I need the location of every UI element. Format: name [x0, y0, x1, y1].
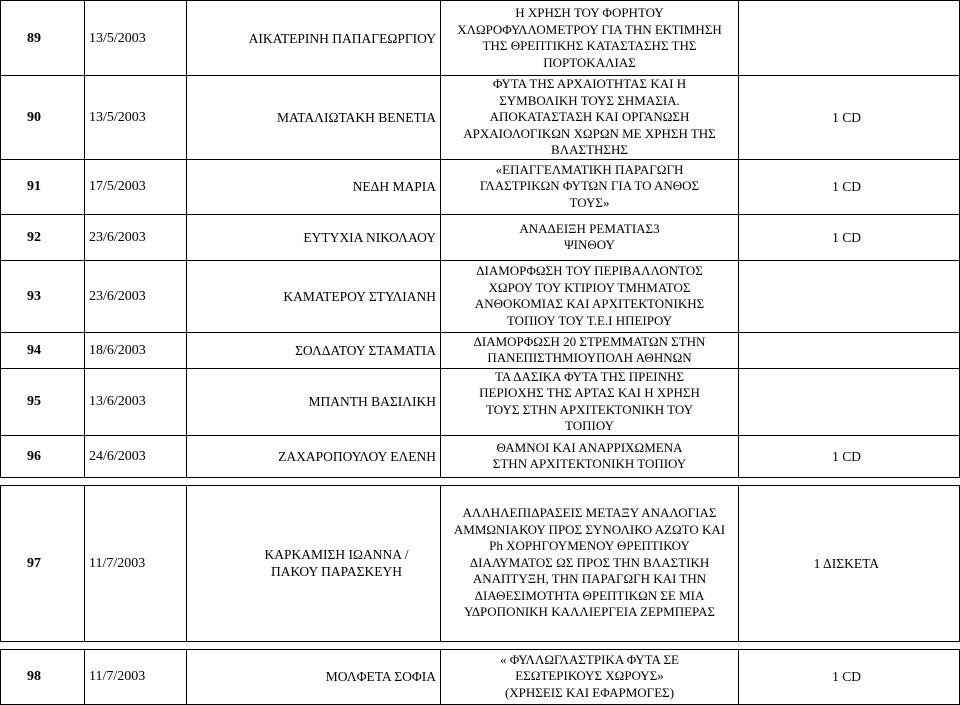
title-text: ΤΑ ΔΑΣΙΚΑ ΦΥΤΑ ΤΗΣ ΠΡΕΙΝΗΣ ΠΕΡΙΟΧΗΣ ΤΗΣ ΑΡΤΑΣ ΚΑΙ Η ΧΡΗΣΗ ΤΟΥΣ ΣΤΗΝ ΑΡΧΙΤΕΚΤΟΝΙΚΗ ΤΟΥ ΤΟΠΙΟΥ — [479, 368, 700, 433]
row-number: 95 — [1, 368, 85, 435]
row-thesis-title — [441, 260, 739, 332]
row-media — [739, 1, 960, 76]
title-text: ΔΙΑΜΟΡΦΩΣΗ 20 ΣΤΡΕΜΜΑΤΩΝ ΣΤΗΝ ΠΑΝΕΠΙΣΤΗΜΙΟΥΠΟΛΗ ΑΘΗΝΩΝ — [473, 333, 706, 365]
row-number: 97 — [1, 485, 85, 641]
row-thesis-title — [441, 435, 739, 477]
table-row — [1, 332, 960, 368]
row-media: 1 CD — [739, 76, 960, 160]
row-student-name — [187, 485, 441, 641]
table-row — [1, 214, 960, 260]
row-number: 94 — [1, 332, 85, 368]
table-spacer-row — [1, 477, 960, 485]
row-thesis-title — [441, 368, 739, 435]
row-media: 1 CD — [739, 649, 960, 704]
row-student-name: ΖΑΧΑΡΟΠΟΥΛΟΥ ΕΛΕΝΗ — [187, 435, 441, 477]
row-student-name: ΣΟΛΔΑΤΟΥ ΣΤΑΜΑΤΙΑ — [187, 332, 441, 368]
title-text: ΑΛΛΗΛΕΠΙΔΡΑΣΕΙΣ ΜΕΤΑΞΥ ΑΝΑΛΟΓΙΑΣ ΑΜΜΩΝΙΑΚΟΥ ΠΡΟΣ ΣΥΝΟΛΙΚΟ ΑΖΩΤΟ ΚΑΙ Ph ΧΟΡΗΓΟΥΜΕΝΟΥ ΘΡΕΠΤΙΚΟΥ ΔΙΑΛΥΜΑΤΟΣ ΩΣ ΠΡΟΣ ΤΗΝ ΒΛΑΣΤΙΚΗ ΑΝΑΠΤΥΞΗ, ΤΗΝ ΠΑΡΑΓΩΓΗ ΚΑΙ ΤΗΝ ΔΙΑΘΕΣΙΜΟΤΗΤΑ ΘΡΕΠΤΙΚΩΝ ΣΕ ΜΙΑ ΥΔΡΟΠΟΝΙΚΗ ΚΑΛΛΙΕΡΓΕΙΑ ΖΕΡΜΠΕΡΑΣ — [453, 505, 726, 620]
row-thesis-title — [441, 159, 739, 214]
row-thesis-title — [441, 332, 739, 368]
title-text: ΔΙΑΜΟΡΦΩΣΗ ΤΟΥ ΠΕΡΙΒΑΛΛΟΝΤΟΣ ΧΩΡΟΥ ΤΟΥ ΚΤΙΡΙΟΥ ΤΜΗΜΑΤΟΣ ΑΝΘΟΚΟΜΙΑΣ ΚΑΙ ΑΡΧΙΤΕΚΤΟΝΙΚΗΣ ΤΟΠΙΟΥ ΤΟΥ Τ.Ε.Ι ΗΠΕΙΡΟΥ — [474, 263, 705, 328]
row-date: 17/5/2003 — [85, 159, 187, 214]
row-thesis-title — [441, 214, 739, 260]
row-number: 98 — [1, 649, 85, 704]
row-date: 23/6/2003 — [85, 260, 187, 332]
row-number: 89 — [1, 1, 85, 76]
table-spacer-row — [1, 641, 960, 649]
title-text: Η ΧΡΗΣΗ ΤΟΥ ΦΟΡΗΤΟΥ ΧΛΩΡΟΦΥΛΛΟΜΕΤΡΟΥ ΓΙΑ ΤΗΝ ΕΚΤΙΜΗΣΗ ΤΗΣ ΘΡΕΠΤΙΚΗΣ ΚΑΤΑΣΤΑΣΗΣ ΤΗΣ ΠΟΡΤΟΚΑΛΙΑΣ — [457, 5, 722, 70]
row-date: 18/6/2003 — [85, 332, 187, 368]
row-date: 11/7/2003 — [85, 649, 187, 704]
table-row — [1, 368, 960, 435]
title-text: «ΕΠΑΓΓΕΛΜΑΤΙΚΗ ΠΑΡΑΓΩΓΗ ΓΛΑΣΤΡΙΚΩΝ ΦΥΤΩΝ ΓΙΑ ΤΟ ΑΝΘΟΣ ΤΟΥΣ» — [479, 161, 700, 210]
row-media: 1 CD — [739, 435, 960, 477]
row-thesis-title — [441, 76, 739, 160]
title-text: « ΦΥΛΛΩΓΛΑΣΤΡΙΚΑ ΦΥΤΑ ΣΕ ΕΣΩΤΕΡΙΚΟΥΣ ΧΩΡΟΥΣ» (ΧΡΗΣΕΙΣ ΚΑΙ ΕΦΑΡΜΟΓΕΣ) — [500, 651, 679, 700]
table-row — [1, 159, 960, 214]
title-text: ΑΝΑΔΕΙΞΗ ΡΕΜΑΤΙΑΣ3 ΨΙΝΘΟΥ — [519, 220, 660, 252]
row-thesis-title — [441, 485, 739, 641]
row-number: 96 — [1, 435, 85, 477]
row-student-name: ΚΑΜΑΤΕΡΟΥ ΣΤΥΛΙΑΝΗ — [187, 260, 441, 332]
row-student-name: ΜΟΛΦΕΤΑ ΣΟΦΙΑ — [187, 649, 441, 704]
row-date: 13/6/2003 — [85, 368, 187, 435]
row-date: 11/7/2003 — [85, 485, 187, 641]
table-row — [1, 485, 960, 641]
table-row — [1, 435, 960, 477]
row-number: 92 — [1, 214, 85, 260]
row-number: 91 — [1, 159, 85, 214]
row-date: 13/5/2003 — [85, 76, 187, 160]
row-media: 1 CD — [739, 159, 960, 214]
table-row — [1, 76, 960, 160]
row-thesis-title — [441, 1, 739, 76]
row-date: 13/5/2003 — [85, 1, 187, 76]
row-media — [739, 368, 960, 435]
row-student-name: ΜΑΤΑΛΙΩΤΑΚΗ ΒΕΝΕΤΙΑ — [187, 76, 441, 160]
title-text: ΘΑΜΝΟΙ ΚΑΙ ΑΝΑΡΡΙΧΩΜΕΝΑ ΣΤΗΝ ΑΡΧΙΤΕΚΤΟΝΙΚΗ ΤΟΠΙΟΥ — [492, 439, 687, 471]
row-media: 1 ΔΙΣΚΕΤΑ — [739, 485, 960, 641]
row-student-name: ΑΙΚΑΤΕΡΙΝΗ ΠΑΠΑΓΕΩΡΓΙΟΥ — [187, 1, 441, 76]
row-number: 93 — [1, 260, 85, 332]
row-student-name: ΝΕΔΗ ΜΑΡΙΑ — [187, 159, 441, 214]
row-date: 23/6/2003 — [85, 214, 187, 260]
row-media — [739, 260, 960, 332]
table-row — [1, 649, 960, 704]
title-text: ΦΥΤΑ ΤΗΣ ΑΡΧΑΙΟΤΗΤΑΣ ΚΑΙ Η ΣΥΜΒΟΛΙΚΗ ΤΟΥΣ ΣΗΜΑΣΙΑ. ΑΠΟΚΑΤΑΣΤΑΣΗ ΚΑΙ ΟΡΓΑΝΩΣΗ ΑΡΧΑΙΟΛΟΓΙΚΩΝ ΧΩΡΩΝ ΜΕ ΧΡΗΣΗ ΤΗΣ ΒΛΑΣΤΗΣΗΣ — [463, 76, 716, 157]
name-text: ΚΑΡΚΑΜΙΣΗ ΙΩΑΝΝΑ / ΠΑΚΟΥ ΠΑΡΑΣΚΕΥΗ — [264, 547, 409, 579]
row-thesis-title — [441, 649, 739, 704]
row-student-name: ΕΥΤΥΧΙΑ ΝΙΚΟΛΑΟΥ — [187, 214, 441, 260]
row-media: 1 CD — [739, 214, 960, 260]
table-row — [1, 260, 960, 332]
row-date: 24/6/2003 — [85, 435, 187, 477]
row-media — [739, 332, 960, 368]
table-row — [1, 1, 960, 76]
row-student-name: ΜΠΑΝΤΗ ΒΑΣΙΛΙΚΗ — [187, 368, 441, 435]
row-number: 90 — [1, 76, 85, 160]
